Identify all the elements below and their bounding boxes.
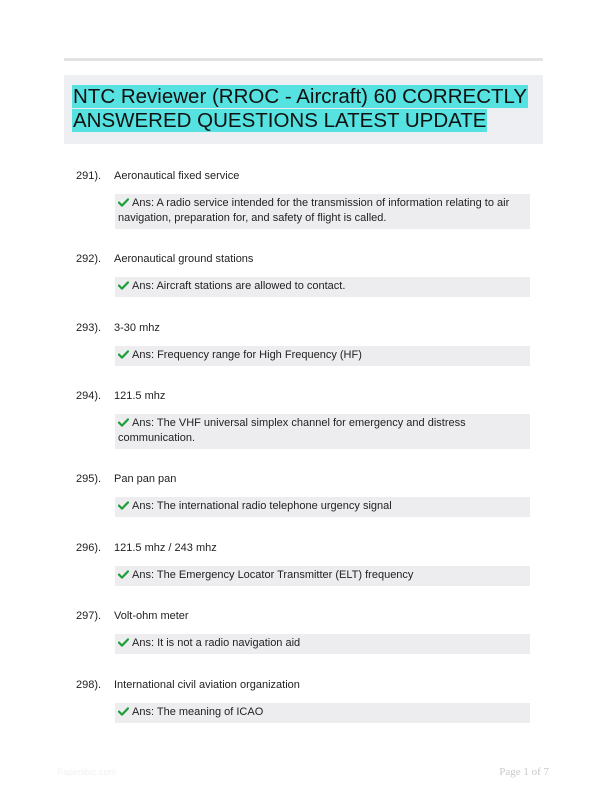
question-number: 297).	[76, 610, 102, 622]
page-indicator: Page 1 of 7	[499, 766, 549, 778]
answer-box	[115, 414, 530, 449]
check-icon	[118, 501, 129, 510]
answer-box	[115, 346, 530, 366]
check-icon	[118, 350, 129, 359]
question-number: 296).	[76, 542, 102, 554]
check-icon	[118, 418, 129, 427]
question-text: 121.5 mhz	[114, 390, 166, 402]
check-icon	[118, 570, 129, 579]
answer-text: Ans: A radio service intended for the transmission of information relating to air navigation, preparation for, and safety of flight is called.	[118, 197, 510, 224]
question-number: 293).	[76, 322, 102, 334]
question-number: 291).	[76, 170, 102, 182]
question-number: 292).	[76, 253, 102, 265]
question-number: 295).	[76, 473, 102, 485]
document-title-text: NTC Reviewer (RROC - Aircraft) 60 CORRECTLY ANSWERED QUESTIONS LATEST UPDATE	[73, 85, 528, 132]
top-divider	[64, 58, 543, 61]
answer-text: Ans: The Emergency Locator Transmitter (ELT) frequency	[132, 569, 414, 581]
answer-box	[115, 703, 530, 723]
answer-text: Ans: The meaning of ICAO	[132, 706, 264, 718]
question-text: 121.5 mhz / 243 mhz	[114, 542, 217, 554]
question-text: Volt-ohm meter	[114, 610, 189, 622]
question-text: Pan pan pan	[114, 473, 177, 485]
check-icon	[118, 638, 129, 647]
document-title	[72, 85, 532, 133]
answer-text: Ans: Frequency range for High Frequency (HF)	[132, 349, 362, 361]
question-text: International civil aviation organization	[114, 679, 300, 691]
answer-box	[115, 194, 530, 229]
title-banner	[64, 75, 543, 144]
question-text: 3-30 mhz	[114, 322, 160, 334]
check-icon	[118, 707, 129, 716]
check-icon	[118, 281, 129, 290]
question-text: Aeronautical fixed service	[114, 170, 240, 182]
answer-box	[115, 277, 530, 297]
answer-text: Ans: Aircraft stations are allowed to contact.	[132, 280, 346, 292]
answer-text: Ans: The international radio telephone urgency signal	[132, 500, 392, 512]
footer-watermark: Paperlibic.com	[57, 767, 117, 777]
question-number: 294).	[76, 390, 102, 402]
answer-box	[115, 566, 530, 586]
answer-text: Ans: It is not a radio navigation aid	[132, 637, 301, 649]
answer-text: Ans: The VHF universal simplex channel for emergency and distress communication.	[118, 417, 466, 444]
check-icon	[118, 198, 129, 207]
question-text: Aeronautical ground stations	[114, 253, 254, 265]
question-number: 298).	[76, 679, 102, 691]
answer-box	[115, 497, 530, 517]
answer-box	[115, 634, 530, 654]
